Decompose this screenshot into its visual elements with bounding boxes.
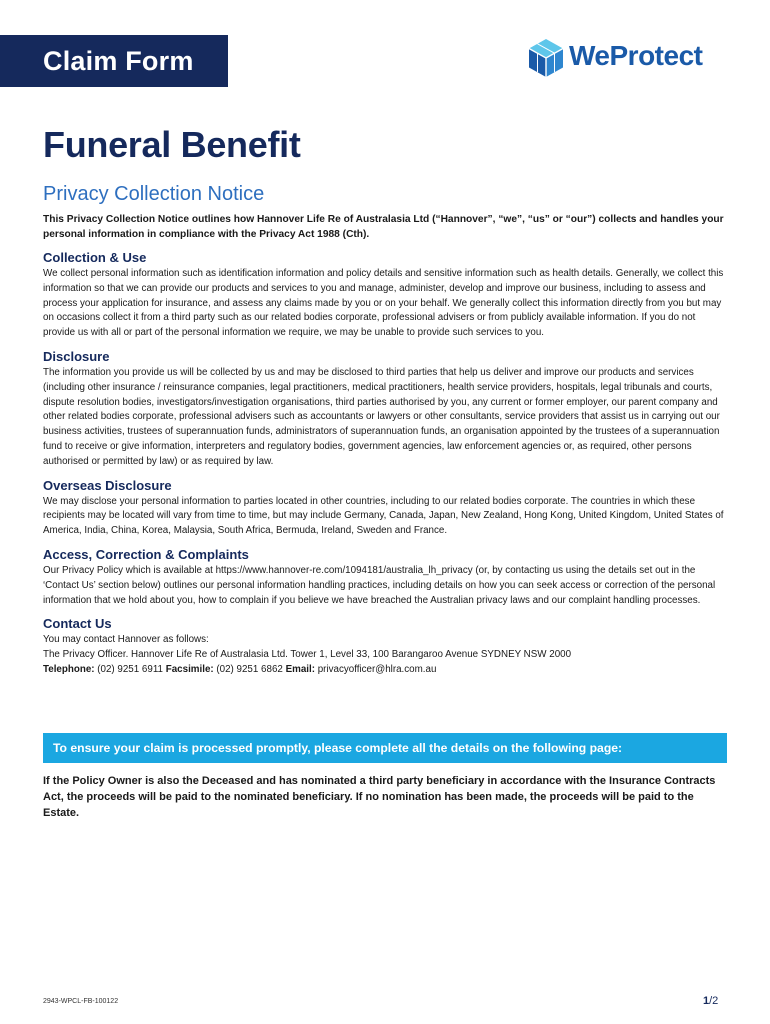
page-current: 1	[703, 995, 710, 1007]
page-subtitle: Privacy Collection Notice	[43, 183, 265, 205]
section-collection-use	[43, 250, 729, 341]
claim-form-label: Claim Form	[43, 46, 194, 76]
instruction-banner	[43, 733, 727, 763]
telephone-number: (02) 9251 6911	[97, 663, 163, 675]
section-body: We collect personal information such as identification information and policy details and sensitive information such as health details. Generally, we collect this information so that we can provide our products and services to you and manage, administer, develop and improve our business, including to assess and process your application for insurance, and assess any claims made by you or on your behalf. We generally collect this information directly from you but may on occasions collect it from a third party such as our related bodies corporate, professional advisers or from publicly available information. If you do not provide us with all or part of the personal information we require, we may be unable to provide such services to you.	[43, 268, 724, 339]
beneficiary-note: If the Policy Owner is also the Deceased and has nominated a third party beneficiary in accordance with the Insurance Contracts Act, the proceeds will be paid to the nominated beneficiary. If no nomination has been made, the proceeds will be paid to the Estate.	[43, 775, 716, 819]
section-body: The information you provide us will be collected by us and may be disclosed to third parties that help us deliver and improve our products and services (including other insurance / reinsurance companies, legal practitioners, medical practitioners, health service providers, hospitals, legal tribunals and courts, dispute resolution bodies, investigators/investigation organisations, third parties authorised by you, any current or former employer, our parent company and other related bodies corporate, professional advisers such as accountants or lawyers or other consultants, service providers that assist us in carrying out our business activities, trustees of superannuation funds, administrators of superannuation funds, an organisation appointed by the trustees of a superannuation fund to receive or give information, interpreters and regulatory bodies, government agencies, law enforcement agencies or, as required, other persons authorised or permitted by law) or as required by law.	[43, 366, 720, 467]
section-body: Our Privacy Policy which is available at https://www.hannover-re.com/1094181/australia_lh_privacy (or, by contacting us using the details set out in the ‘Contact Us’ section below) outlines our personal information handling practices, including details on how you can seek access or correction of the personal information that we hold about you, how to complain if you believe we have breached the Australian privacy laws and our complaint handling processes.	[43, 564, 716, 606]
intro-paragraph: This Privacy Collection Notice outlines how Hannover Life Re of Australasia Ltd (“Hannover”, “we”, “us” or “our”) collects and handles your personal information in compliance with the Privacy Act 1988 (Cth).	[43, 214, 724, 240]
facsimile-label: Facsimile:	[165, 663, 214, 675]
document-code: 2943-WPCL-FB-100122	[43, 998, 119, 1005]
section-heading: Overseas Disclosure	[43, 477, 172, 493]
section-access-correction	[43, 547, 729, 608]
page-total: /2	[709, 995, 719, 1007]
facsimile-number: (02) 9251 6862	[216, 663, 283, 675]
contact-line: You may contact Hannover as follows:	[43, 634, 209, 646]
section-disclosure	[43, 349, 729, 470]
cube-logo-icon	[527, 38, 565, 78]
weprotect-logo	[527, 38, 727, 82]
section-body: We may disclose your personal information to parties located in other countries, including to our related bodies corporate. The countries in which these recipients may be located will vary from time to time, but may include Germany, Canada, Japan, New Zealand, Hong Kong, United Kingdom, United States of America, India, China, Korea, Malaysia, South Africa, Bermuda, Ireland, Sweden and France.	[43, 495, 724, 537]
email-address: privacyofficer@hlra.com.au	[317, 663, 437, 675]
section-heading: Contact Us	[43, 616, 112, 632]
email-label: Email:	[285, 663, 315, 675]
telephone-label: Telephone:	[43, 663, 95, 675]
claim-form-band	[0, 35, 228, 87]
banner-text: To ensure your claim is processed promptly, please complete all the details on the following page:	[53, 741, 623, 755]
contact-numbers	[43, 663, 729, 678]
section-contact-us	[43, 616, 729, 677]
section-heading: Disclosure	[43, 348, 110, 364]
section-overseas-disclosure	[43, 478, 729, 539]
privacy-notice-body	[43, 212, 729, 678]
section-heading: Collection & Use	[43, 250, 147, 265]
page-title: Funeral Benefit	[43, 124, 301, 165]
contact-address: The Privacy Officer. Hannover Life Re of Australasia Ltd. Tower 1, Level 33, 100 Barangaroo Avenue SYDNEY NSW 2000	[43, 649, 572, 661]
logo-text: WeProtect	[569, 40, 703, 71]
page-number	[703, 995, 718, 1007]
section-heading: Access, Correction & Complaints	[43, 546, 249, 562]
